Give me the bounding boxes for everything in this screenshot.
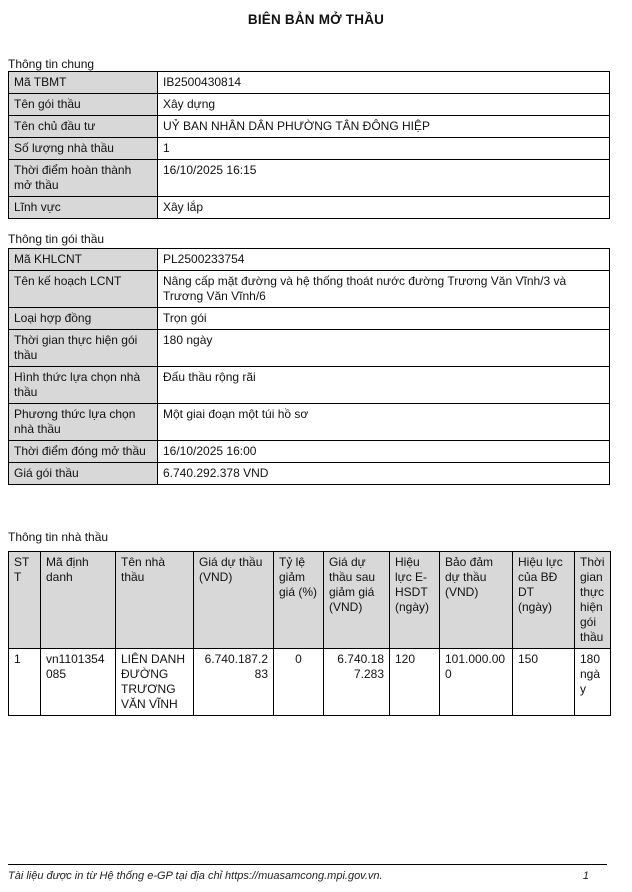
package-info-table xyxy=(8,248,610,485)
row-value: UỶ BAN NHÂN DÂN PHƯỜNG TÂN ĐÔNG HIỆP xyxy=(158,116,610,138)
row-label: Phương thức lựa chọn nhà thầu xyxy=(9,404,158,441)
row-label: Mã KHLCNT xyxy=(9,249,158,271)
col-header-ty-le-giam-gia: Tỷ lệ giảm giá (%) xyxy=(274,552,324,649)
row-value: 16/10/2025 16:15 xyxy=(158,160,610,197)
table-row xyxy=(9,160,610,197)
section-heading-bidders: Thông tin nhà thầu xyxy=(8,530,109,544)
cell-gia-du-thau: 6.740.187.283 xyxy=(194,649,274,716)
row-label: Thời điểm hoàn thành mở thầu xyxy=(9,160,158,197)
section-heading-package: Thông tin gói thầu xyxy=(8,232,105,246)
table-row xyxy=(9,330,610,367)
table-row xyxy=(9,72,610,94)
cell-thoi-gian-thuc-hien: 180 ngày xyxy=(575,649,611,716)
page-number: 1 xyxy=(582,870,589,882)
row-value: Trọn gói xyxy=(158,308,610,330)
row-value: Đấu thầu rộng rãi xyxy=(158,367,610,404)
table-row xyxy=(9,271,610,308)
table-row xyxy=(9,463,610,485)
general-info-table xyxy=(8,71,610,219)
row-label: Hình thức lựa chọn nhà thầu xyxy=(9,367,158,404)
page-title: BIÊN BẢN MỞ THẦU xyxy=(247,12,385,27)
row-value: 16/10/2025 16:00 xyxy=(158,441,610,463)
table-row xyxy=(9,308,610,330)
bidders-table xyxy=(8,551,611,716)
row-label: Tên kế hoạch LCNT xyxy=(9,271,158,308)
row-label: Tên chủ đầu tư xyxy=(9,116,158,138)
row-label: Thời điểm đóng mở thầu xyxy=(9,441,158,463)
col-header-hieu-luc-ehsdt: Hiệu lực E-HSDT (ngày) xyxy=(390,552,440,649)
cell-ten-nha-thau: LIÊN DANH ĐƯỜNG TRƯƠNG VĂN VĨNH xyxy=(116,649,194,716)
cell-ma-dinh-danh: vn1101354085 xyxy=(41,649,116,716)
row-label: Tên gói thầu xyxy=(9,94,158,116)
row-label: Lĩnh vực xyxy=(9,197,158,219)
table-row xyxy=(9,197,610,219)
page-footer xyxy=(8,864,607,882)
col-header-hieu-luc-bddt: Hiệu lực của BĐ DT (ngày) xyxy=(513,552,575,649)
cell-stt: 1 xyxy=(9,649,41,716)
bidder-row xyxy=(9,649,611,716)
row-value: 180 ngày xyxy=(158,330,610,367)
col-header-gia-du-thau: Giá dự thầu (VND) xyxy=(194,552,274,649)
table-row xyxy=(9,404,610,441)
row-value: IB2500430814 xyxy=(158,72,610,94)
section-heading-general: Thông tin chung xyxy=(8,57,95,71)
cell-bao-dam-du-thau: 101.000.000 xyxy=(440,649,513,716)
col-header-bao-dam-du-thau: Bảo đảm dự thầu (VND) xyxy=(440,552,513,649)
table-row xyxy=(9,441,610,463)
row-label: Số lượng nhà thầu xyxy=(9,138,158,160)
bidders-header-row xyxy=(9,552,611,649)
row-value: 1 xyxy=(158,138,610,160)
cell-ty-le-giam-gia: 0 xyxy=(274,649,324,716)
row-value: PL2500233754 xyxy=(158,249,610,271)
row-label: Mã TBMT xyxy=(9,72,158,94)
table-row xyxy=(9,249,610,271)
row-label: Giá gói thầu xyxy=(9,463,158,485)
row-value: Nâng cấp mặt đường và hệ thống thoát nước đường Trương Văn Vĩnh/3 và Trương Văn Vĩnh/6 xyxy=(158,271,610,308)
footer-note: Tài liệu được in từ Hệ thống e-GP tại địa chỉ https://muasamcong.mpi.gov.vn. xyxy=(8,870,383,882)
row-value: Một giai đoạn một túi hồ sơ xyxy=(158,404,610,441)
table-row xyxy=(9,138,610,160)
row-value: Xây dựng xyxy=(158,94,610,116)
row-value: Xây lắp xyxy=(158,197,610,219)
table-row xyxy=(9,94,610,116)
row-label: Loại hợp đồng xyxy=(9,308,158,330)
cell-hieu-luc-bddt: 150 xyxy=(513,649,575,716)
row-value: 6.740.292.378 VND xyxy=(158,463,610,485)
cell-gia-sau-giam-gia: 6.740.187.283 xyxy=(324,649,390,716)
col-header-stt: STT xyxy=(9,552,41,649)
col-header-thoi-gian-thuc-hien: Thời gian thực hiện gói thầu xyxy=(575,552,611,649)
col-header-gia-sau-giam-gia: Giá dự thầu sau giảm giá (VND) xyxy=(324,552,390,649)
cell-hieu-luc-ehsdt: 120 xyxy=(390,649,440,716)
row-label: Thời gian thực hiện gói thầu xyxy=(9,330,158,367)
col-header-ma-dinh-danh: Mã định danh xyxy=(41,552,116,649)
table-row xyxy=(9,116,610,138)
col-header-ten-nha-thau: Tên nhà thầu xyxy=(116,552,194,649)
table-row xyxy=(9,367,610,404)
